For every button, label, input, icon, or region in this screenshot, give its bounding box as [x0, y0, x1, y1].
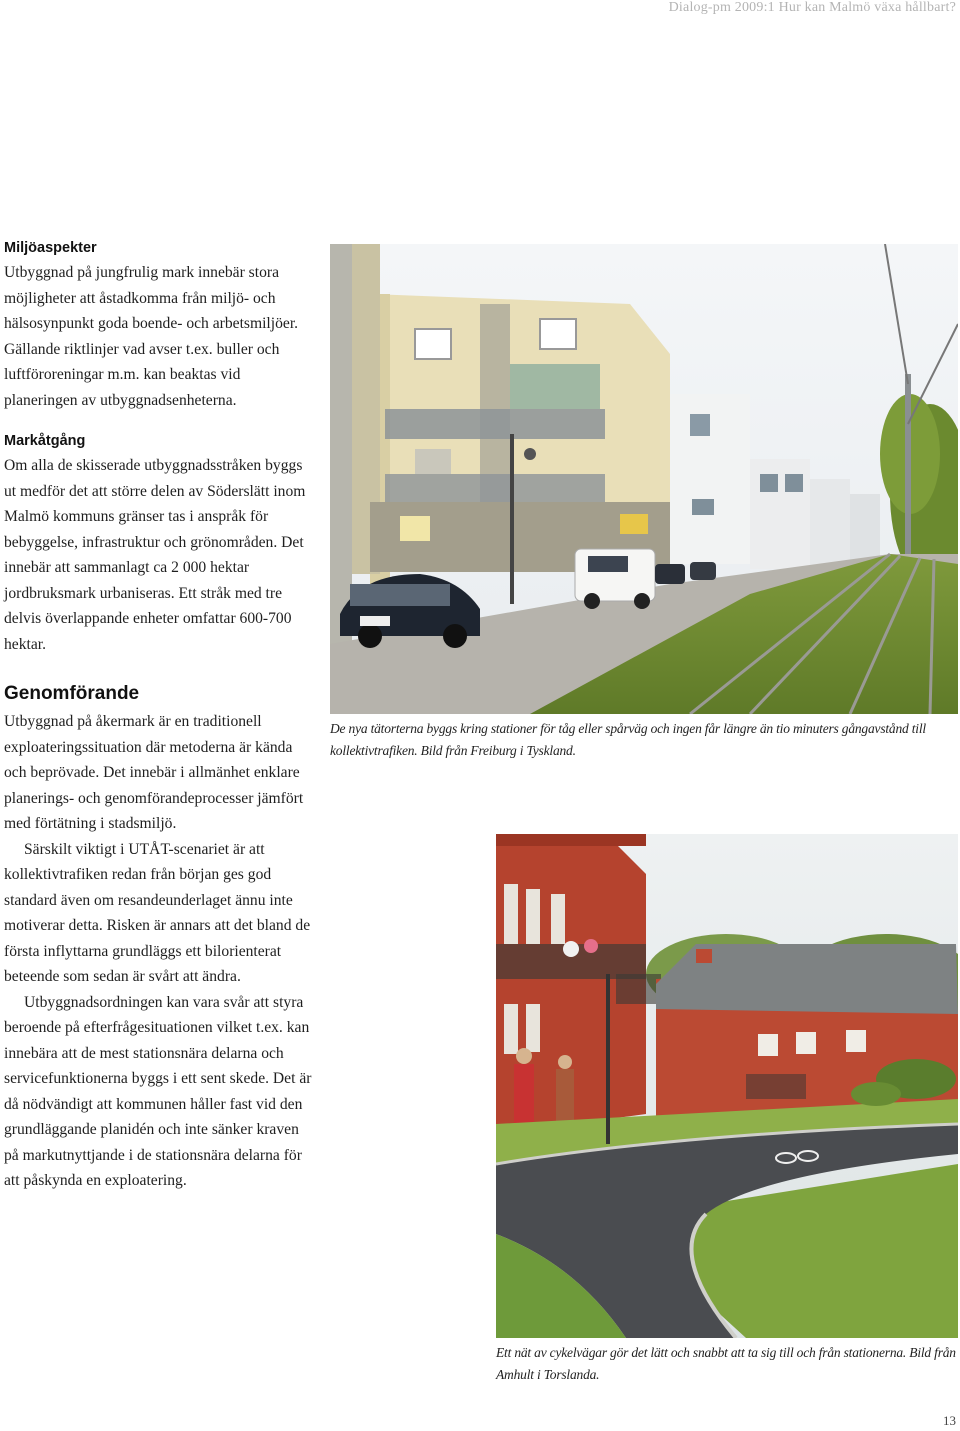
left-text-column: [4, 240, 316, 1194]
photo-freiburg-street: [330, 244, 958, 714]
caption-amhult: Ett nät av cykelvägar gör det lätt och snabbt att ta sig till och från stationerna. Bild från Amhult i Torslanda.: [496, 1345, 956, 1382]
paragraph-genomforande-2: Särskilt viktigt i UTÅT-scenariet är att kollektivtrafiken redan från början ges god standard även om resandeunderlaget ännu inte motiverar detta. Risken är annars att det bland de första inflyttarna grundläggs ett bilorienterat beteende som sedan är svårt att ändra.: [4, 840, 311, 985]
paragraph-genomforande-3: Utbyggnadsordningen kan vara svår att styra beroende på efterfrågesituationen vilket t.ex. kan innebära att de mest stationsnära delarna och servicefunktionerna byggs i ett sent skede. Det är då nödvändigt att kommunen håller fast vid den grundläggande planidén och inte sänker kraven på markutnyttjande i de stationsnära delarna för att påskynda en exploatering.: [4, 993, 312, 1189]
paragraph-miljoaspekter: Utbyggnad på jungfrulig mark innebär stora möjligheter att åstadkomma från miljö- och hälsosynpunkt goda boende- och arbetsmiljöer. Gällande riktlinjer vad avser t.ex. buller och luftföroreningar m.m. kan beaktas vid planeringen av utbyggnadsenheterna.: [4, 264, 299, 409]
page-number: 13: [943, 1413, 956, 1428]
paragraph-markatgang: Om alla de skisserade utbyggnadsstråken byggs ut medför det att större delen av Söderslätt inom Malmö kommuns gränser tas i anspråk för bebyggelse, infrastruktur och grönområden. Det innebär att sammanlagt ca 2 000 hektar jordbruksmark urbaniseras. Ett stråk med tre delvis överlappande enheter omfattar 600-700 hektar.: [4, 457, 306, 653]
caption-freiburg: De nya tätorterna byggs kring stationer för tåg eller spårväg och ingen får längre än tio minuters gångavstånd till kollektivtrafiken. Bild från Freiburg i Tyskland.: [330, 721, 926, 758]
running-header: Dialog-pm 2009:1 Hur kan Malmö växa hållbart?: [668, 0, 956, 15]
paragraph-genomforande-1: Utbyggnad på åkermark är en traditionell exploateringssituation där metoderna är kända och beprövade. Det innebär i allmänhet enklare planerings- och genomförandeprocesser jämfört med förtätning i stadsmiljö.: [4, 713, 304, 832]
heading-markatgang: Markåtgång: [4, 433, 86, 449]
heading-genomforande: Genomförande: [4, 683, 140, 704]
photo-amhult-bikepath: [496, 834, 958, 1338]
heading-miljoaspekter: Miljöaspekter: [4, 240, 97, 256]
